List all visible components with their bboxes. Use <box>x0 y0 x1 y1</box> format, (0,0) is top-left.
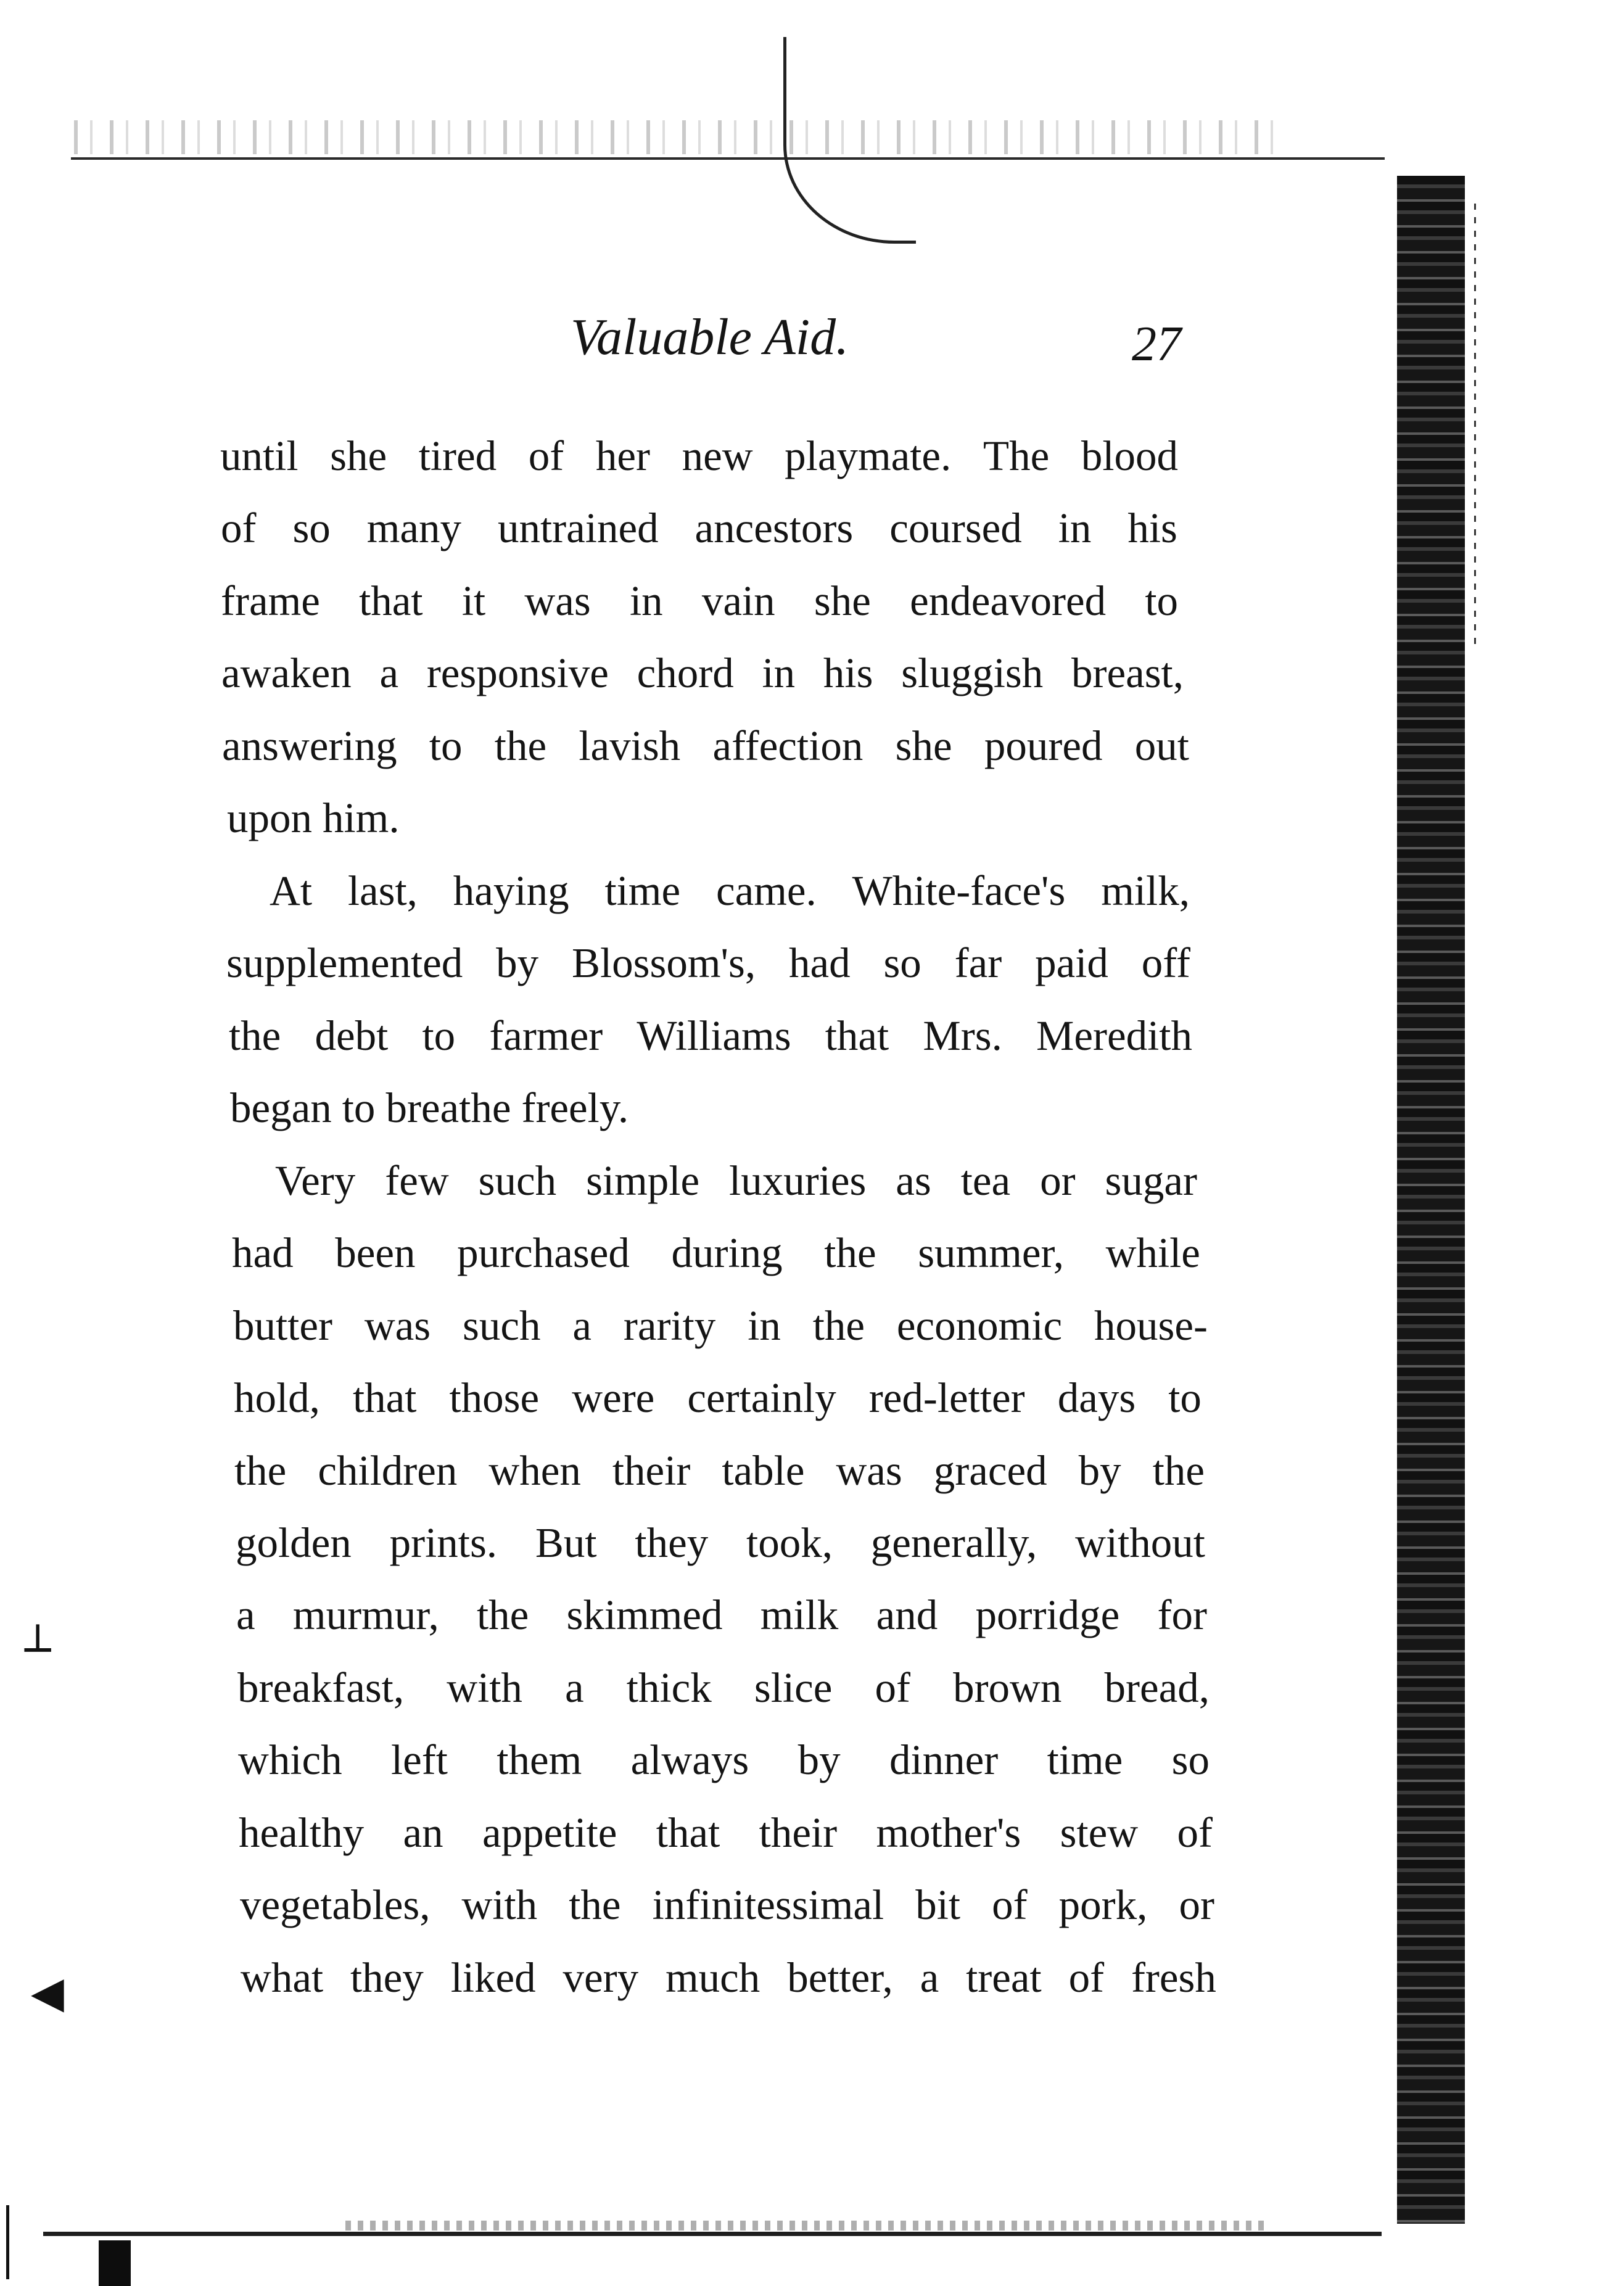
word: of <box>1068 1954 1105 2001</box>
text-line-11 <box>275 1157 1197 1204</box>
text-line-7 <box>270 867 1190 914</box>
word: in <box>629 577 663 624</box>
word: economic <box>896 1302 1063 1349</box>
word: she <box>330 432 387 479</box>
word: of <box>1177 1809 1213 1856</box>
word: milk, <box>1101 867 1190 914</box>
word: they <box>350 1954 424 2001</box>
word: to <box>1168 1374 1202 1421</box>
page-number: 27 <box>1132 317 1181 371</box>
word: by <box>1078 1447 1121 1494</box>
word: to <box>429 722 463 769</box>
word: began <box>230 1084 332 1131</box>
word: or <box>1040 1157 1076 1204</box>
word: red-letter <box>868 1374 1025 1421</box>
text-line-20 <box>239 1809 1213 1856</box>
text-line-17 <box>236 1591 1207 1638</box>
word: during <box>671 1229 783 1276</box>
word: much <box>666 1954 760 2001</box>
word: tea <box>960 1157 1011 1204</box>
word: them <box>497 1736 582 1783</box>
word: a <box>565 1664 584 1711</box>
word: Williams <box>637 1012 791 1059</box>
word: their <box>759 1809 838 1856</box>
word: lavish <box>579 722 681 769</box>
word: the <box>229 1012 281 1059</box>
word: butter <box>233 1302 332 1349</box>
word: days <box>1057 1374 1136 1421</box>
word: of <box>992 1881 1028 1928</box>
scan-noise-bottom <box>345 2221 1271 2230</box>
word: a <box>920 1954 939 2001</box>
word: which <box>238 1736 342 1783</box>
word: skimmed <box>566 1591 723 1638</box>
word: playmate. <box>785 432 952 479</box>
word: always <box>630 1736 749 1783</box>
word: the <box>569 1881 621 1928</box>
text-line-22 <box>241 1954 1216 2001</box>
word: few <box>385 1157 449 1204</box>
word: better, <box>787 1954 893 2001</box>
word: took, <box>746 1519 833 1566</box>
word: freely. <box>521 1084 629 1131</box>
word: answering <box>222 722 397 769</box>
text-line-18 <box>237 1664 1210 1711</box>
word: affection <box>712 722 864 769</box>
text-line-6 <box>227 794 628 841</box>
word: to <box>342 1084 376 1131</box>
text-line-10 <box>230 1084 723 1131</box>
word: the <box>476 1591 529 1638</box>
text-line-1 <box>220 432 1178 479</box>
word: they <box>635 1519 709 1566</box>
word: of <box>221 505 257 551</box>
word: that <box>825 1012 889 1059</box>
text-line-13 <box>233 1302 1208 1349</box>
word: luxuries <box>729 1157 867 1204</box>
word: the <box>824 1229 876 1276</box>
scan-artifact-block <box>99 2240 131 2286</box>
word: so <box>883 939 921 986</box>
word: or <box>1179 1881 1214 1928</box>
word: a <box>572 1302 592 1349</box>
word: many <box>366 505 462 551</box>
word: But <box>535 1519 597 1566</box>
word: those <box>449 1374 540 1421</box>
word: that <box>352 1374 417 1421</box>
word: milk <box>760 1591 839 1638</box>
text-line-9 <box>229 1012 1192 1059</box>
scan-artifact-bar <box>6 2205 9 2279</box>
word: breast, <box>1071 650 1184 696</box>
word: upon <box>227 794 312 841</box>
word: an <box>403 1809 443 1856</box>
text-line-5 <box>222 722 1189 769</box>
word: of <box>875 1664 910 1711</box>
text-line-3 <box>221 577 1178 624</box>
word: Mrs. <box>923 1012 1002 1059</box>
word: Blossom's, <box>571 939 756 986</box>
word: with <box>447 1664 522 1711</box>
word: breathe <box>385 1084 511 1131</box>
word: vegetables, <box>240 1881 431 1928</box>
text-line-8 <box>226 939 1190 986</box>
word: was <box>836 1447 902 1494</box>
word: paid <box>1035 939 1108 986</box>
word: purchased <box>457 1229 630 1276</box>
word: was <box>524 577 591 624</box>
word: time <box>604 867 681 914</box>
word: hold, <box>234 1374 320 1421</box>
word: dinner <box>889 1736 999 1783</box>
word: summer, <box>918 1229 1064 1276</box>
word: untrained <box>498 505 659 551</box>
word: haying <box>453 867 569 914</box>
word: in <box>748 1302 781 1349</box>
word: without <box>1075 1519 1205 1566</box>
word: simple <box>586 1157 700 1204</box>
word: were <box>572 1374 655 1421</box>
word: time <box>1047 1736 1123 1783</box>
word: had <box>232 1229 294 1276</box>
word: that <box>359 577 423 624</box>
word: ancestors <box>695 505 854 551</box>
word: his <box>823 650 873 696</box>
scan-artifact-mark: ┴ <box>25 1625 51 1675</box>
word: Meredith <box>1036 1012 1192 1059</box>
word: porridge <box>975 1591 1120 1638</box>
word: breakfast, <box>237 1664 405 1711</box>
word: off <box>1141 939 1190 986</box>
text-line-14 <box>234 1374 1202 1421</box>
word: White-face's <box>852 867 1066 914</box>
word: frame <box>221 577 320 624</box>
word: golden <box>236 1519 352 1566</box>
word: with <box>461 1881 538 1928</box>
text-line-2 <box>221 507 1177 550</box>
word: so <box>292 505 331 551</box>
running-head: Valuable Aid. <box>571 308 849 366</box>
word: her <box>595 432 650 479</box>
word: house- <box>1094 1302 1208 1349</box>
word: pork, <box>1058 1881 1148 1928</box>
word: out <box>1134 722 1189 769</box>
word: far <box>954 939 1002 986</box>
word: it <box>461 577 486 624</box>
word: had <box>788 939 851 986</box>
word: such <box>463 1302 541 1349</box>
word: a <box>236 1591 255 1638</box>
word: At <box>270 867 312 914</box>
page-edge-right-thin <box>1474 204 1476 648</box>
page-edge-bottom <box>43 2232 1382 2236</box>
word: the <box>1152 1447 1205 1494</box>
text-line-4 <box>221 652 1184 695</box>
word: brown <box>953 1664 1062 1711</box>
word: left <box>391 1736 448 1783</box>
word: supplemented <box>226 939 463 986</box>
word: and <box>876 1591 938 1638</box>
word: their <box>612 1447 691 1494</box>
word: vain <box>701 577 775 624</box>
word: graced <box>933 1447 1047 1494</box>
word: healthy <box>239 1809 365 1856</box>
word: so <box>1171 1736 1210 1783</box>
word: certainly <box>687 1374 836 1421</box>
scan-artifact-arrow: ◀ <box>31 1967 64 2018</box>
word: liked <box>450 1954 536 2001</box>
word: poured <box>984 722 1103 769</box>
word: was <box>364 1302 431 1349</box>
text-line-19 <box>238 1736 1210 1783</box>
text-line-16 <box>236 1519 1205 1566</box>
word: him. <box>323 794 400 841</box>
text-line-21 <box>240 1881 1214 1928</box>
word: stew <box>1060 1809 1139 1856</box>
word: that <box>656 1809 720 1856</box>
word: what <box>241 1954 324 2001</box>
word: last, <box>347 867 418 914</box>
word: Very <box>275 1157 356 1204</box>
word: tired <box>418 432 497 479</box>
word: new <box>682 432 753 479</box>
word: by <box>496 939 539 986</box>
page-edge-right <box>1397 176 1465 2224</box>
word: bread, <box>1104 1664 1210 1711</box>
word: to <box>422 1012 456 1059</box>
word: in <box>762 650 796 696</box>
word: the <box>494 722 547 769</box>
word: endeavored <box>910 577 1107 624</box>
word: bit <box>915 1881 961 1928</box>
word: murmur, <box>292 1591 439 1638</box>
page-edge-top <box>71 157 1385 160</box>
word: rarity <box>623 1302 716 1349</box>
word: sugar <box>1105 1157 1197 1204</box>
word: infinitessimal <box>652 1881 884 1928</box>
word: chord <box>637 650 734 696</box>
word: for <box>1157 1591 1207 1638</box>
word: until <box>220 432 299 479</box>
word: been <box>335 1229 416 1276</box>
word: children <box>318 1447 458 1494</box>
text-line-12 <box>232 1229 1200 1276</box>
word: slice <box>754 1664 833 1711</box>
scan-artifact-curve <box>783 37 916 244</box>
word: such <box>478 1157 557 1204</box>
scan-noise-top <box>74 120 1283 154</box>
word: generally, <box>870 1519 1037 1566</box>
word: of <box>528 432 564 479</box>
text-line-15 <box>234 1447 1205 1494</box>
word: a <box>379 650 399 696</box>
word: blood <box>1081 432 1178 479</box>
word: his <box>1127 505 1177 551</box>
word: in <box>1058 505 1092 551</box>
word: by <box>798 1736 841 1783</box>
word: very <box>563 1954 639 2001</box>
word: as <box>896 1157 931 1204</box>
word: mother's <box>876 1809 1021 1856</box>
word: debt <box>315 1012 389 1059</box>
word: awaken <box>221 650 352 696</box>
word: came. <box>715 867 817 914</box>
word: prints. <box>389 1519 498 1566</box>
word: coursed <box>889 505 1022 551</box>
word: thick <box>626 1664 712 1711</box>
word: appetite <box>482 1809 617 1856</box>
word: The <box>983 432 1050 479</box>
word: she <box>814 577 871 624</box>
word: farmer <box>489 1012 603 1059</box>
word: fresh <box>1131 1954 1216 2001</box>
word: table <box>722 1447 805 1494</box>
word: while <box>1105 1229 1200 1276</box>
word: to <box>1145 577 1178 624</box>
word: sluggish <box>901 650 1044 696</box>
word: she <box>895 722 952 769</box>
word: the <box>812 1302 865 1349</box>
word: responsive <box>426 650 609 696</box>
word: the <box>234 1447 287 1494</box>
word: treat <box>966 1954 1042 2001</box>
word: when <box>488 1447 581 1494</box>
